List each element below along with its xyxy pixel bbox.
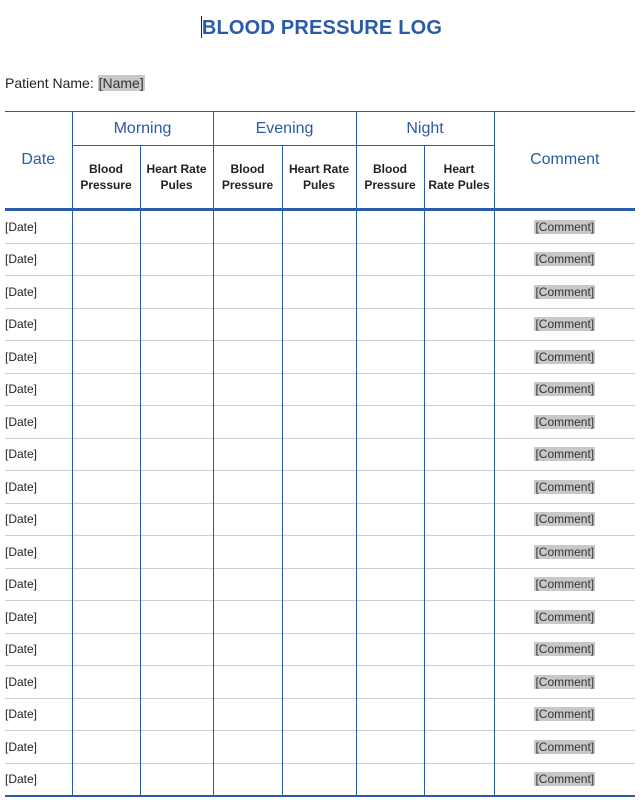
- blood-pressure-table: [5, 111, 635, 797]
- morning-hr-cell[interactable]: [140, 210, 213, 244]
- morning-hr-cell[interactable]: [140, 731, 213, 764]
- evening-bp-cell[interactable]: [213, 503, 282, 536]
- date-cell[interactable]: [Date]: [5, 471, 72, 504]
- evening-hr-cell[interactable]: [282, 471, 356, 504]
- date-cell[interactable]: [Date]: [5, 633, 72, 666]
- morning-bp-cell[interactable]: [72, 503, 140, 536]
- comment-placeholder: [Comment]: [535, 512, 595, 527]
- date-cell[interactable]: [Date]: [5, 276, 72, 309]
- title-text: BLOOD PRESSURE LOG: [201, 17, 443, 39]
- night-bp-cell[interactable]: [356, 471, 424, 504]
- comment-cell[interactable]: [494, 731, 635, 764]
- morning-bp-cell[interactable]: [72, 698, 140, 731]
- night-bp-header: Blood Pressure: [356, 146, 424, 210]
- comment-cell[interactable]: [494, 763, 635, 796]
- morning-bp-cell[interactable]: [72, 666, 140, 699]
- table-row: [5, 731, 635, 764]
- night-bp-cell[interactable]: [356, 763, 424, 796]
- comment-placeholder: [Comment]: [535, 447, 595, 462]
- morning-hr-cell[interactable]: [140, 373, 213, 406]
- evening-hr-cell[interactable]: [282, 568, 356, 601]
- date-cell[interactable]: [Date]: [5, 406, 72, 439]
- comment-cell[interactable]: [494, 503, 635, 536]
- comment-placeholder: [Comment]: [535, 674, 595, 689]
- comment-cell[interactable]: [494, 536, 635, 569]
- morning-bp-cell[interactable]: [72, 536, 140, 569]
- evening-hr-cell[interactable]: [282, 373, 356, 406]
- evening-bp-cell[interactable]: [213, 731, 282, 764]
- morning-bp-cell[interactable]: [72, 568, 140, 601]
- table-row: [5, 243, 635, 276]
- evening-hr-header: Heart Rate Pules: [282, 146, 356, 210]
- night-bp-cell[interactable]: [356, 438, 424, 471]
- table-row: [5, 536, 635, 569]
- evening-bp-cell[interactable]: [213, 308, 282, 341]
- evening-hr-cell[interactable]: [282, 731, 356, 764]
- comment-header: Comment: [494, 112, 635, 210]
- morning-hr-cell[interactable]: [140, 243, 213, 276]
- table-row: [5, 633, 635, 666]
- night-hr-cell[interactable]: [424, 210, 494, 244]
- comment-placeholder: [Comment]: [535, 609, 595, 624]
- night-hr-cell[interactable]: [424, 503, 494, 536]
- date-cell[interactable]: [Date]: [5, 210, 72, 244]
- morning-hr-cell[interactable]: [140, 276, 213, 309]
- evening-bp-cell[interactable]: [213, 568, 282, 601]
- night-hr-cell[interactable]: [424, 373, 494, 406]
- evening-bp-cell[interactable]: [213, 666, 282, 699]
- night-hr-cell[interactable]: [424, 276, 494, 309]
- evening-header: Evening: [213, 112, 356, 146]
- date-cell[interactable]: [Date]: [5, 536, 72, 569]
- morning-hr-cell[interactable]: [140, 698, 213, 731]
- evening-hr-cell[interactable]: [282, 601, 356, 634]
- morning-bp-cell[interactable]: [72, 373, 140, 406]
- morning-bp-cell[interactable]: [72, 276, 140, 309]
- morning-hr-cell[interactable]: [140, 633, 213, 666]
- comment-placeholder: [Comment]: [535, 317, 595, 332]
- evening-hr-cell[interactable]: [282, 308, 356, 341]
- night-bp-cell[interactable]: [356, 536, 424, 569]
- comment-cell[interactable]: [494, 308, 635, 341]
- date-cell[interactable]: [Date]: [5, 341, 72, 374]
- evening-hr-cell[interactable]: [282, 243, 356, 276]
- night-bp-cell[interactable]: [356, 341, 424, 374]
- morning-bp-cell[interactable]: [72, 210, 140, 244]
- comment-placeholder: [Comment]: [535, 382, 595, 397]
- night-hr-cell[interactable]: [424, 731, 494, 764]
- patient-name-label: Patient Name:: [5, 75, 94, 91]
- evening-bp-cell[interactable]: [213, 243, 282, 276]
- date-cell[interactable]: [Date]: [5, 698, 72, 731]
- evening-bp-cell[interactable]: [213, 276, 282, 309]
- table-row: [5, 698, 635, 731]
- table-row: [5, 210, 635, 244]
- evening-bp-cell[interactable]: [213, 438, 282, 471]
- night-bp-cell[interactable]: [356, 601, 424, 634]
- morning-hr-cell[interactable]: [140, 438, 213, 471]
- table-row: [5, 276, 635, 309]
- evening-hr-cell[interactable]: [282, 698, 356, 731]
- evening-hr-cell[interactable]: [282, 210, 356, 244]
- comment-cell[interactable]: [494, 471, 635, 504]
- evening-bp-cell[interactable]: [213, 341, 282, 374]
- night-hr-cell[interactable]: [424, 633, 494, 666]
- night-bp-cell[interactable]: [356, 243, 424, 276]
- date-cell[interactable]: [Date]: [5, 373, 72, 406]
- night-hr-cell[interactable]: [424, 568, 494, 601]
- date-header: Date: [5, 112, 72, 210]
- night-hr-cell[interactable]: [424, 698, 494, 731]
- patient-name-field[interactable]: [Name]: [98, 75, 144, 91]
- evening-bp-cell[interactable]: [213, 536, 282, 569]
- morning-hr-cell[interactable]: [140, 536, 213, 569]
- comment-cell[interactable]: [494, 210, 635, 244]
- evening-bp-cell[interactable]: [213, 633, 282, 666]
- morning-hr-cell[interactable]: [140, 471, 213, 504]
- comment-placeholder: [Comment]: [535, 642, 595, 657]
- evening-hr-cell[interactable]: [282, 276, 356, 309]
- night-bp-cell[interactable]: [356, 308, 424, 341]
- comment-placeholder: [Comment]: [535, 707, 595, 722]
- evening-bp-cell[interactable]: [213, 471, 282, 504]
- morning-hr-cell[interactable]: [140, 308, 213, 341]
- table-row: [5, 471, 635, 504]
- comment-placeholder: [Comment]: [535, 349, 595, 364]
- table-row: [5, 666, 635, 699]
- night-hr-cell[interactable]: [424, 308, 494, 341]
- comment-placeholder: [Comment]: [535, 577, 595, 592]
- morning-hr-cell[interactable]: [140, 568, 213, 601]
- morning-bp-cell[interactable]: [72, 308, 140, 341]
- evening-bp-cell[interactable]: [213, 373, 282, 406]
- night-header: Night: [356, 112, 494, 146]
- comment-placeholder: [Comment]: [535, 739, 595, 754]
- comment-cell[interactable]: [494, 243, 635, 276]
- night-bp-cell[interactable]: [356, 731, 424, 764]
- morning-bp-header: Blood Pressure: [72, 146, 140, 210]
- table-row: [5, 763, 635, 796]
- comment-cell[interactable]: [494, 568, 635, 601]
- date-cell[interactable]: [Date]: [5, 666, 72, 699]
- evening-hr-cell[interactable]: [282, 406, 356, 439]
- comment-cell[interactable]: [494, 601, 635, 634]
- evening-bp-cell[interactable]: [213, 210, 282, 244]
- morning-bp-cell[interactable]: [72, 471, 140, 504]
- comment-cell[interactable]: [494, 633, 635, 666]
- comment-placeholder: [Comment]: [535, 479, 595, 494]
- comment-cell[interactable]: [494, 698, 635, 731]
- evening-bp-cell[interactable]: [213, 601, 282, 634]
- evening-hr-cell[interactable]: [282, 536, 356, 569]
- comment-cell[interactable]: [494, 666, 635, 699]
- table-row: [5, 503, 635, 536]
- morning-bp-cell[interactable]: [72, 243, 140, 276]
- night-bp-cell[interactable]: [356, 210, 424, 244]
- evening-hr-cell[interactable]: [282, 438, 356, 471]
- date-cell[interactable]: [Date]: [5, 243, 72, 276]
- comment-placeholder: [Comment]: [535, 414, 595, 429]
- night-bp-cell[interactable]: [356, 373, 424, 406]
- date-cell[interactable]: [Date]: [5, 763, 72, 796]
- evening-bp-cell[interactable]: [213, 698, 282, 731]
- table-row: [5, 373, 635, 406]
- morning-bp-cell[interactable]: [72, 438, 140, 471]
- morning-hr-cell[interactable]: [140, 503, 213, 536]
- night-hr-cell[interactable]: [424, 406, 494, 439]
- date-cell[interactable]: [Date]: [5, 308, 72, 341]
- evening-hr-cell[interactable]: [282, 666, 356, 699]
- night-hr-cell[interactable]: [424, 666, 494, 699]
- date-cell[interactable]: [Date]: [5, 601, 72, 634]
- table-row: [5, 601, 635, 634]
- evening-hr-cell[interactable]: [282, 633, 356, 666]
- morning-bp-cell[interactable]: [72, 601, 140, 634]
- evening-bp-cell[interactable]: [213, 406, 282, 439]
- evening-bp-header: Blood Pressure: [213, 146, 282, 210]
- night-hr-cell[interactable]: [424, 536, 494, 569]
- table-row: [5, 406, 635, 439]
- morning-bp-cell[interactable]: [72, 731, 140, 764]
- night-bp-cell[interactable]: [356, 568, 424, 601]
- night-hr-cell[interactable]: [424, 601, 494, 634]
- morning-hr-cell[interactable]: [140, 406, 213, 439]
- comment-cell[interactable]: [494, 341, 635, 374]
- night-bp-cell[interactable]: [356, 276, 424, 309]
- morning-hr-header: Heart Rate Pules: [140, 146, 213, 210]
- night-bp-cell[interactable]: [356, 633, 424, 666]
- morning-bp-cell[interactable]: [72, 633, 140, 666]
- evening-hr-cell[interactable]: [282, 503, 356, 536]
- morning-hr-cell[interactable]: [140, 666, 213, 699]
- night-hr-cell[interactable]: [424, 471, 494, 504]
- patient-name-line: [5, 75, 145, 91]
- night-bp-cell[interactable]: [356, 666, 424, 699]
- table-row: [5, 308, 635, 341]
- comment-cell[interactable]: [494, 373, 635, 406]
- morning-hr-cell[interactable]: [140, 763, 213, 796]
- date-cell[interactable]: [Date]: [5, 568, 72, 601]
- table-row: [5, 341, 635, 374]
- night-hr-cell[interactable]: [424, 438, 494, 471]
- comment-placeholder: [Comment]: [535, 219, 595, 234]
- comment-cell[interactable]: [494, 438, 635, 471]
- morning-hr-cell[interactable]: [140, 601, 213, 634]
- night-bp-cell[interactable]: [356, 698, 424, 731]
- page-title[interactable]: [0, 16, 643, 40]
- comment-placeholder: [Comment]: [535, 284, 595, 299]
- table-row: [5, 438, 635, 471]
- morning-header: Morning: [72, 112, 213, 146]
- morning-bp-cell[interactable]: [72, 341, 140, 374]
- night-hr-cell[interactable]: [424, 341, 494, 374]
- night-hr-header: Heart Rate Pules: [424, 146, 494, 210]
- date-cell[interactable]: [Date]: [5, 438, 72, 471]
- night-bp-cell[interactable]: [356, 503, 424, 536]
- comment-placeholder: [Comment]: [535, 772, 595, 787]
- evening-hr-cell[interactable]: [282, 341, 356, 374]
- morning-bp-cell[interactable]: [72, 763, 140, 796]
- comment-cell[interactable]: [494, 406, 635, 439]
- night-bp-cell[interactable]: [356, 406, 424, 439]
- evening-hr-cell[interactable]: [282, 763, 356, 796]
- night-hr-cell[interactable]: [424, 243, 494, 276]
- night-hr-cell[interactable]: [424, 763, 494, 796]
- morning-bp-cell[interactable]: [72, 406, 140, 439]
- comment-placeholder: [Comment]: [535, 544, 595, 559]
- comment-cell[interactable]: [494, 276, 635, 309]
- table-row: [5, 568, 635, 601]
- morning-hr-cell[interactable]: [140, 341, 213, 374]
- comment-placeholder: [Comment]: [535, 252, 595, 267]
- evening-bp-cell[interactable]: [213, 763, 282, 796]
- date-cell[interactable]: [Date]: [5, 503, 72, 536]
- date-cell[interactable]: [Date]: [5, 731, 72, 764]
